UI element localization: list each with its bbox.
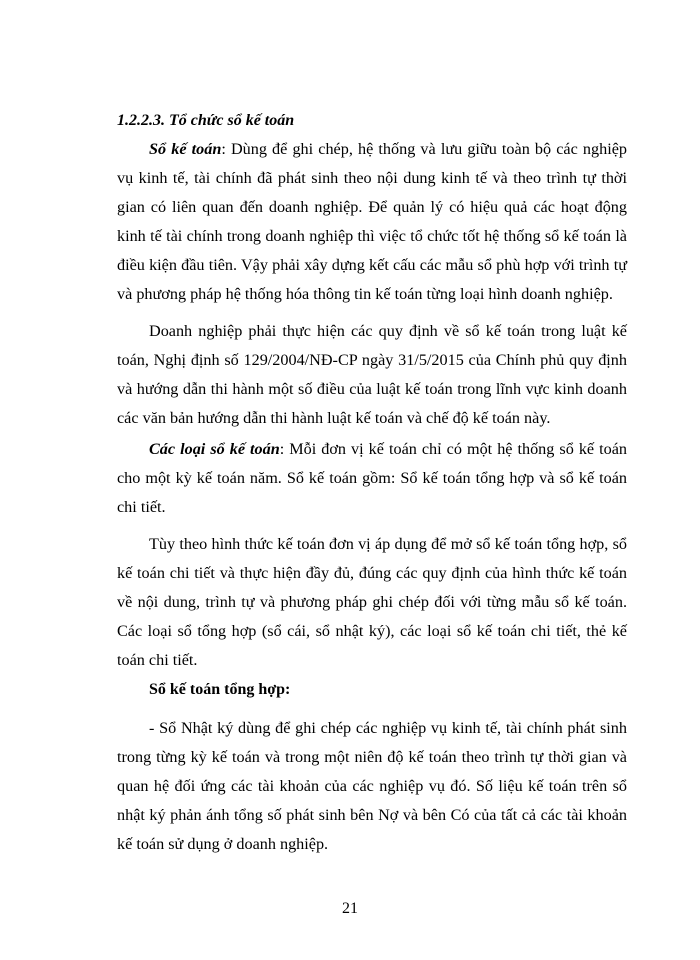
term-cac-loai-so-ke-toan: Các loại sổ kế toán <box>149 440 280 458</box>
subheading-so-tong-hop: Sổ kế toán tổng hợp: <box>149 681 291 698</box>
page-number: 21 <box>342 900 358 917</box>
section-heading: 1.2.2.3. Tổ chức sổ kế toán <box>117 112 295 129</box>
term-so-ke-toan: Sổ kế toán <box>149 140 222 158</box>
paragraph-text: : Dùng để ghi chép, hệ thống và lưu giữu toàn bộ các nghiệp vụ kinh tế, tài chính đã phát sinh theo nội dung kinh tế và theo trình tự thời gian có liên quan đến doanh nghiệp. Để quản lý có hiệu quả các hoạt động kinh tế tài chính trong doanh nghiệp thì việc tổ chức tốt hệ thống sổ kế toán là điều kiện đầu tiên. Vậy phải xây dựng kết cấu các mẫu sổ phù hợp với trình tự và phương pháp hệ thống hóa thông tin kế toán từng loại hình doanh nghiệp. <box>117 140 627 303</box>
paragraph-quy-dinh: Doanh nghiệp phải thực hiện các quy định về sổ kế toán trong luật kế toán, Nghị định số 129/2004/NĐ-CP ngày 31/5/2015 của Chính phủ quy định và hướng dẫn thi hành một số điều của luật kế toán trong lĩnh vực kinh doanh các văn bản hướng dẫn thi hành luật kế toán và chế độ kế toán này. <box>117 322 627 427</box>
paragraph-tuy-theo: Tùy theo hình thức kế toán đơn vị áp dụng để mở sổ kế toán tổng hợp, sổ kế toán chi tiết và thực hiện đầy đủ, đúng các quy định của hình thức kế toán về nội dung, trình tự và phương pháp ghi chép đối với từng mẫu sổ kế toán. Các loại sổ tổng hợp (sổ cái, sổ nhật ký), các loại sổ kế toán chi tiết, thẻ kế toán chi tiết. <box>117 535 627 669</box>
paragraph-cac-loai-so <box>117 435 627 522</box>
paragraph-text: : Mỗi đơn vị kế toán chỉ có một hệ thống sổ kế toán cho một kỳ kế toán năm. Sổ kế toán gồm: Sổ kế toán tổng hợp và sổ kế toán chi tiết. <box>117 440 627 516</box>
paragraph-so-nhat-ky: - Sổ Nhật ký dùng để ghi chép các nghiệp vụ kinh tế, tài chính phát sinh trong từng kỳ kế toán và trong một niên độ kế toán theo trình tự thời gian và quan hệ đối ứng các tài khoản của các nghiệp vụ đó. Số liệu kế toán trên sổ nhật ký phản ánh tổng số phát sinh bên Nợ và bên Có của tất cả các tài khoản kế toán sử dụng ở doanh nghiệp. <box>117 719 627 853</box>
paragraph-so-ke-toan <box>117 135 627 309</box>
